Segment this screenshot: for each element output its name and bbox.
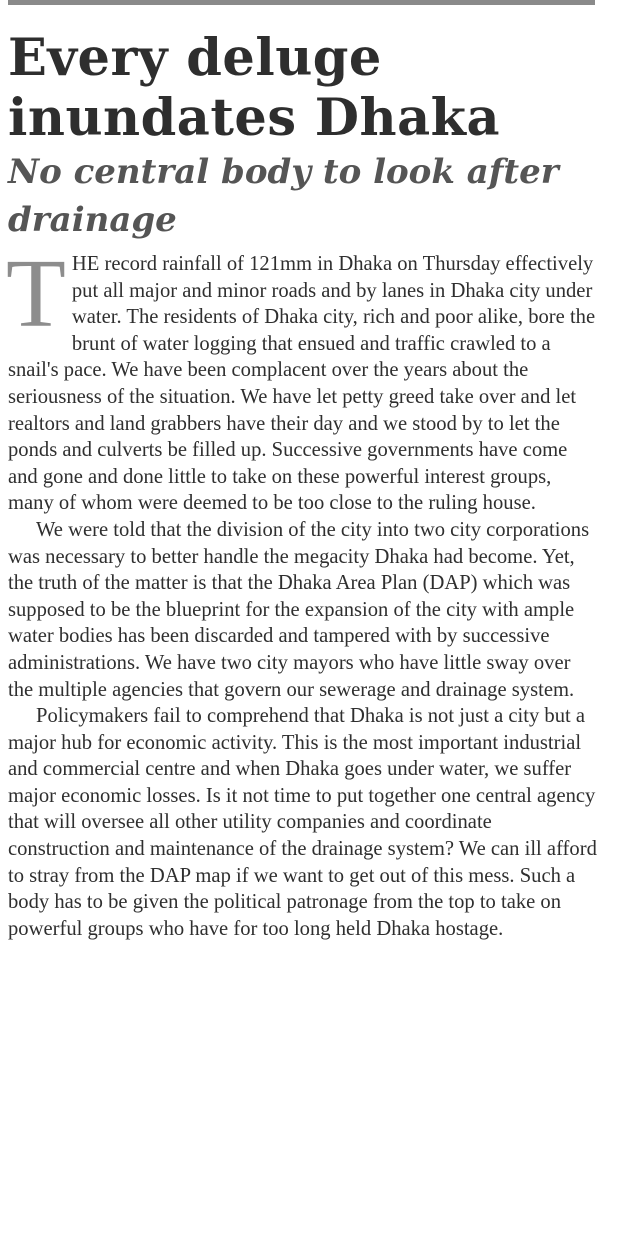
article [8, 28, 598, 942]
drop-cap: T [6, 240, 66, 348]
paragraph-3: Policymakers fail to comprehend that Dhaka is not just a city but a major hub for economic activity. This is the most important industrial and commercial centre and when Dhaka goes under water, we suffer major economic losses. Is it not time to put together one central agency that will oversee all other utility companies and coordinate construction and maintenance of the drainage system? We can ill afford to stray from the DAP map if we want to get out of this mess. Such a body has to be given the political patronage from the top to take on powerful groups who have for too long held Dhaka hostage. [8, 705, 597, 940]
article-body [6, 240, 598, 942]
subhead: No central body to look after drainage [8, 152, 559, 240]
paragraph-1-text: HE record rainfall of 121mm in Dhaka on Thursday effectively put all major and minor roads and by lanes in Dhaka city under water. The residents of Dhaka city, rich and poor alike, bore the brunt of water logging that ensued and traffic crawled to a snail's pace. We have been complacent over the years about the seriousness of the situation. We have let petty greed take over and let realtors and land grabbers have their day and we stood by to let the ponds and culverts be filled up. Successive governments have come and gone and done little to take on these powerful interest groups, many of whom were deemed to be too close to the ruling house. [8, 253, 596, 515]
top-rule [8, 0, 595, 5]
paragraph-1 [6, 240, 598, 517]
paragraph-2: We were told that the division of the city into two city corporations was necessary to better handle the megacity Dhaka had become. Yet, the truth of the matter is that the Dhaka Area Plan (DAP) which was supposed to be the blueprint for the expansion of the city with ample water bodies has been discarded and tampered with by successive administrations. We have two city mayors who have little sway over the multiple agencies that govern our sewerage and drainage system. [8, 518, 590, 701]
headline: Every deluge inundates Dhaka [8, 28, 501, 148]
